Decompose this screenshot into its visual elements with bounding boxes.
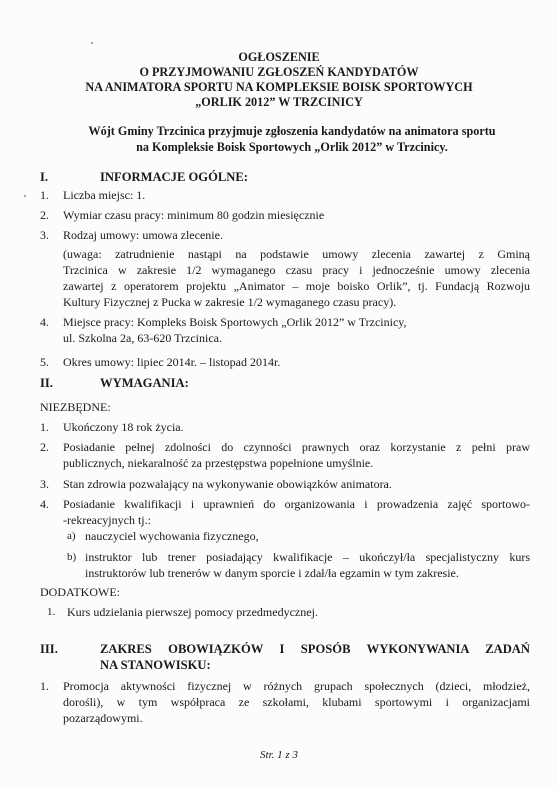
- section-number: I.: [40, 170, 49, 184]
- section-heading-general-info: [40, 169, 248, 185]
- list-item-number: 1.: [40, 188, 49, 202]
- list-item-number: 1.: [40, 420, 49, 434]
- list-item-text: ul. Szkolna 2a, 63-620 Trzcinica.: [63, 331, 222, 345]
- list-item-number: 1.: [40, 679, 49, 693]
- title-line: OGŁOSZENIE: [238, 50, 320, 64]
- sub-list-item: [67, 528, 530, 544]
- sub-list-item-letter: b): [67, 551, 77, 563]
- list-item-text: dorośli), w tym współpraca ze szkołami, klubami sportowymi i organizacjami: [63, 695, 530, 709]
- page-number: Str. 1 z 3: [260, 749, 298, 761]
- sub-list-item: [67, 549, 530, 581]
- title-line: O PRZYJMOWANIU ZGŁOSZEŃ KANDYDATÓW: [139, 65, 419, 79]
- list-item: [40, 678, 530, 726]
- list-item: [40, 354, 530, 370]
- list-item: [40, 207, 530, 223]
- list-item-text: Rodzaj umowy: umowa zlecenie.: [63, 228, 223, 242]
- section-title: INFORMACJE OGÓLNE:: [100, 170, 248, 184]
- list-item-number: 2.: [40, 208, 49, 222]
- list-item-text: pozarządowymi.: [63, 711, 143, 725]
- sub-list-item-letter: a): [67, 530, 76, 542]
- note-line: zawartej z operatorem projektu „Animator – moje boisko Orlik”, tj. Fundacją Rozwoju: [63, 279, 530, 293]
- sub-list-item-text: instruktorów lub trenerów w danym sporcie i zdał/ła egzamin w tym zakresie.: [85, 566, 459, 580]
- sub-list-item-text: nauczyciel wychowania fizycznego,: [85, 529, 259, 543]
- list-item-text: Miejsce pracy: Kompleks Boisk Sportowych „Orlik 2012” w Trzcinicy,: [63, 315, 407, 329]
- list-item-number: 4.: [40, 497, 49, 511]
- list-item-text: Posiadanie pełnej zdolności do czynności prawnych oraz korzystanie z pełni praw: [63, 440, 530, 454]
- list-item-text: Okres umowy: lipiec 2014r. – listopad 2014r.: [63, 355, 281, 369]
- list-item: [40, 439, 530, 471]
- list-item: [40, 419, 530, 435]
- section-title: ZAKRES OBOWIĄZKÓW I SPOSÓB WYKONYWANIA ZADAŃ: [100, 642, 530, 656]
- list-item-text: Ukończony 18 rok życia.: [63, 420, 184, 434]
- section-title: WYMAGANIA:: [100, 376, 189, 390]
- title-line: NA ANIMATORA SPORTU NA KOMPLEKSIE BOISK SPORTOWYCH: [85, 80, 473, 94]
- list-item: [40, 496, 530, 528]
- list-item-number: 4.: [40, 315, 49, 329]
- list-item: [40, 476, 530, 492]
- required-label: NIEZBĘDNE:: [40, 400, 111, 414]
- list-item-text: Kurs udzielania pierwszej pomocy przedmedycznej.: [67, 605, 318, 619]
- list-item-text: Wymiar czasu pracy: minimum 80 godzin miesięcznie: [63, 208, 325, 222]
- scan-speck: [91, 42, 93, 44]
- list-item: [40, 187, 530, 203]
- list-item-number: 5.: [40, 355, 49, 369]
- list-item: [40, 314, 530, 346]
- section-number: II.: [40, 376, 53, 390]
- title-line: „ORLIK 2012” W TRZCINICY: [195, 95, 363, 109]
- list-item-text: Stan zdrowia pozwalający na wykonywanie obowiązków animatora.: [63, 477, 392, 491]
- section-heading-requirements: [40, 375, 189, 391]
- employment-note: [63, 246, 530, 310]
- section-title-continued: NA STANOWISKU:: [100, 658, 211, 672]
- list-item-number: 3.: [40, 477, 49, 491]
- note-line: Trzcinica w zakresie 1/2 wymaganego czasu pracy i jednocześnie umowy zlecenia: [63, 263, 530, 277]
- additional-label: DODATKOWE:: [40, 585, 120, 599]
- list-item-text: Liczba miejsc: 1.: [63, 188, 146, 202]
- announcement-title: [0, 50, 558, 110]
- list-item-number: 3.: [40, 228, 49, 242]
- list-item-text: -rekreacyjnych tj.:: [63, 513, 151, 527]
- list-item-text: Posiadanie kwalifikacji i uprawnień do organizowania i prowadzenia zajęć sportowo-: [63, 497, 530, 511]
- sub-list-item-text: instruktor lub trener posiadający kwalifikacje – ukończył/ła specjalistyczny kurs: [85, 550, 530, 564]
- note-line: Kultury Fizycznej z Pucka w zakresie 1/2 wymaganego czasu pracy).: [63, 295, 397, 309]
- intro-line: na Kompleksie Boisk Sportowych „Orlik 2012” w Trzcinicy.: [136, 140, 448, 154]
- intro-line: Wójt Gminy Trzcinica przyjmuje zgłoszenia kandydatów na animatora sportu: [88, 124, 496, 138]
- list-item-number: 2.: [40, 440, 49, 454]
- list-item: [40, 227, 530, 243]
- scan-speck: [24, 195, 26, 197]
- list-item-text: Promocja aktywności fizycznej w różnych grupach społecznych (dzieci, młodzież,: [63, 679, 530, 693]
- list-item-text: publicznych, niekaralność za przestępstwa popełnione umyślnie.: [63, 456, 374, 470]
- list-item: [47, 604, 530, 620]
- list-item-number: 1.: [47, 606, 56, 618]
- note-line: (uwaga: zatrudnienie nastąpi na podstawie umowy zlecenia zawartej z Gminą: [63, 247, 530, 261]
- intro-paragraph: [62, 123, 522, 155]
- section-heading-duties: [40, 641, 530, 673]
- section-number: III.: [40, 642, 58, 656]
